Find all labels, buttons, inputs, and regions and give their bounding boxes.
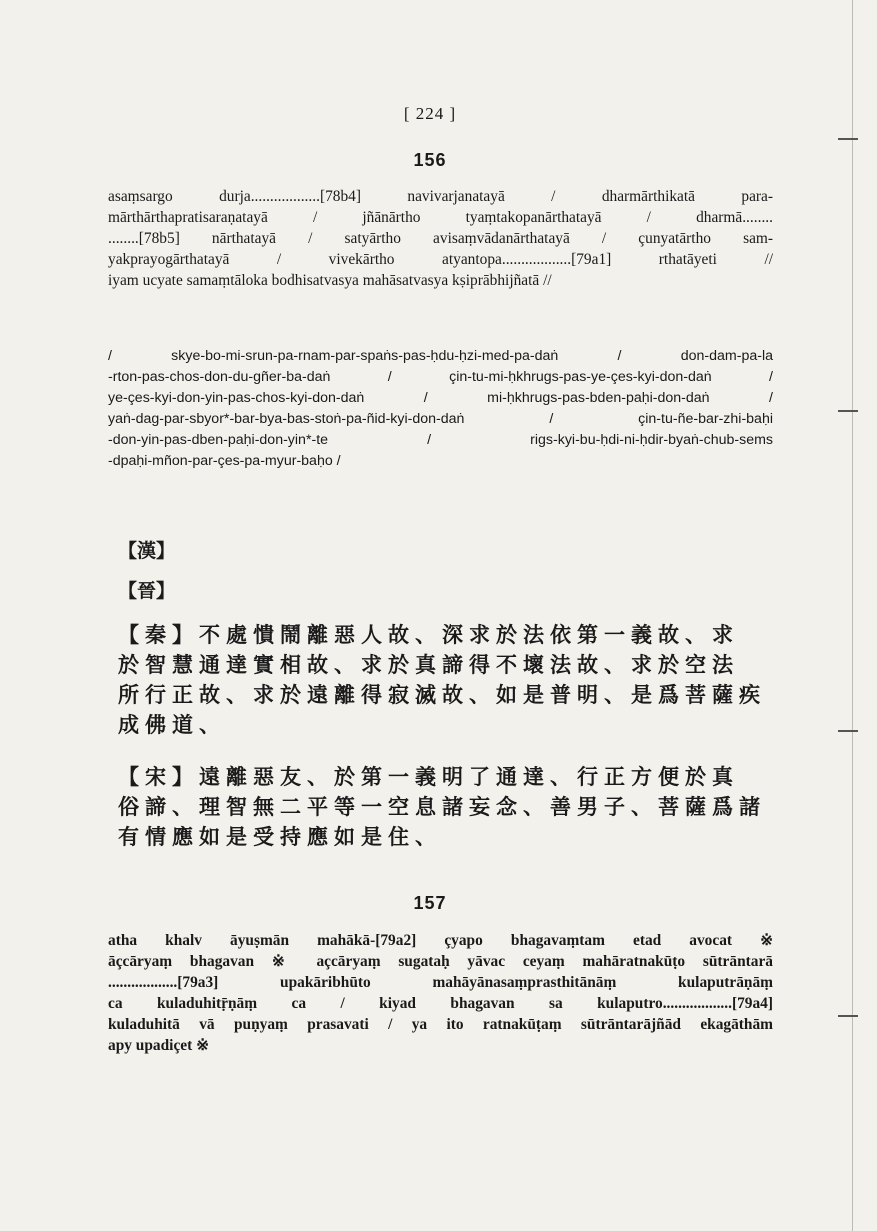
- section-number-157: 157: [413, 893, 447, 913]
- section-number-156: 156: [413, 150, 447, 170]
- text-line: kuladuhitā vā puṇyaṃ prasavati / ya ito ratnakūṭaṃ sūtrāntarājñād ekagāthām: [108, 1016, 773, 1033]
- page-edge-line: [852, 0, 853, 1231]
- text-line: atha khalv āyuṣmān mahākā-[79a2] çyapo bhagavaṃtam etad avocat ※: [108, 932, 773, 949]
- text-line: -don-yin-pas-dben-paḥi-don-yin*-te / rigs-kyi-bu-ḥdi-ni-ḥdir-byaṅ-chub-sems: [108, 432, 773, 448]
- text-line: 【宋】遠離惡友、於第一義明了通達、行正方便於真: [118, 765, 739, 789]
- text-line: asaṃsargo durja..................[78b4] navivarjanatayā / dharmārthikatā para-: [108, 188, 773, 205]
- text-line: iyam ucyate samaṃtāloka bodhisatvasya mahāsatvasya kṣiprābhijñatā //: [108, 272, 552, 289]
- text-line: ........[78b5] nārthatayā / satyārtho avisaṃvādanārthatayā / çunyatārtho sam-: [108, 230, 773, 247]
- label-han: 【漢】: [118, 540, 176, 562]
- text-line: āçcāryaṃ bhagavan ※ açcāryaṃ sugataḥ yāvac ceyaṃ mahāratnakūṭo sūtrāntarā: [108, 953, 773, 970]
- text-line: 俗諦、理智無二平等一空息諸妄念、善男子、菩薩爲諸: [118, 795, 766, 819]
- text-line: ..................[79a3] upakāribhūto mahāyānasaṃprasthitānāṃ kulaputrāṇāṃ: [108, 974, 773, 991]
- text-line: 所行正故、求於遠離得寂滅故、如是普明、是爲菩薩疾: [118, 683, 766, 707]
- text-line: yakprayogārthatayā / vivekārtho atyantopa..................[79a1] rthatāyeti //: [108, 251, 773, 268]
- edge-tick-mark: [838, 730, 858, 732]
- text-line: / skye-bo-mi-srun-pa-rnam-par-spaṅs-pas-ḥdu-ḥzi-med-pa-daṅ / don-dam-pa-la: [108, 348, 773, 364]
- text-line: ye-çes-kyi-don-yin-pas-chos-kyi-don-daṅ / mi-ḥkhrugs-pas-bden-paḥi-don-daṅ /: [108, 390, 773, 406]
- sanskrit-text-157: [108, 930, 773, 1056]
- page-number: [ 224 ]: [403, 104, 457, 123]
- text-line: 於智慧通達實相故、求於真諦得不壞法故、求於空法: [118, 653, 739, 677]
- text-line: mārthārthapratisaraṇatayā / jñānārtho tyaṃtakopanārthatayā / dharmā........: [108, 209, 773, 226]
- text-line: apy upadiçet ※: [108, 1037, 209, 1054]
- label-jin: 【晉】: [118, 580, 176, 602]
- tibetan-text-156: [108, 346, 773, 472]
- text-line: -rton-pas-chos-don-du-gñer-ba-daṅ / çin-tu-mi-ḥkhrugs-pas-ye-çes-kyi-don-daṅ /: [108, 369, 773, 385]
- chinese-text-song: [118, 762, 766, 852]
- text-line: 有情應如是受持應如是住、: [118, 825, 442, 849]
- text-line: 【秦】不處憒鬧離惡人故、深求於法依第一義故、求: [118, 623, 739, 647]
- sanskrit-text-156: [108, 186, 773, 291]
- chinese-text-qin: [118, 620, 766, 740]
- edge-tick-mark: [838, 410, 858, 412]
- text-line: yaṅ-dag-par-sbyor*-bar-bya-bas-stoṅ-pa-ñid-kyi-don-daṅ / çin-tu-ñe-bar-zhi-baḥi: [108, 411, 773, 427]
- edge-tick-mark: [838, 1015, 858, 1017]
- edge-tick-mark: [838, 138, 858, 140]
- text-line: -dpaḥi-mñon-par-çes-pa-myur-baḥo /: [108, 453, 341, 469]
- text-line: ca kuladuhitṝṇāṃ ca / kiyad bhagavan sa kulaputro..................[79a4]: [108, 995, 773, 1012]
- text-line: 成佛道、: [118, 713, 226, 737]
